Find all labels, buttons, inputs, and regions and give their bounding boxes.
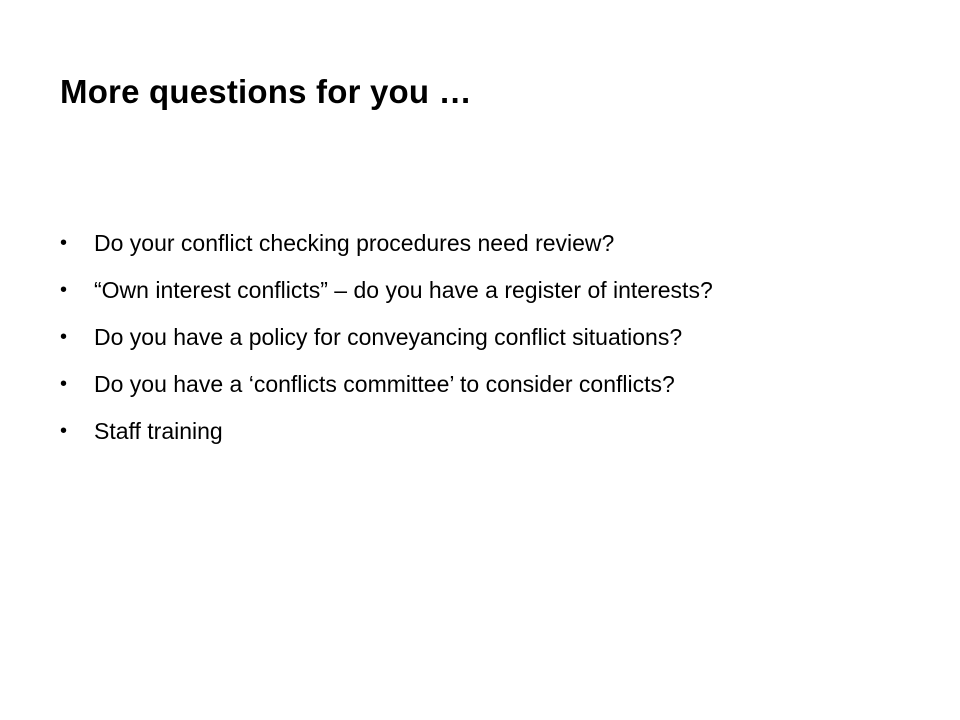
bullet-icon: • [60,420,68,442]
bullet-icon: • [60,373,68,395]
bullet-list [60,220,920,455]
bullet-icon: • [60,279,68,301]
bullet-text: “Own interest conflicts” – do you have a register of interests? [94,277,713,303]
bullet-item-own-interest [60,267,920,314]
bullet-item-conflict-checking [60,220,920,267]
bullet-icon: • [60,326,68,348]
bullet-text: Do you have a ‘conflicts committee’ to consider conflicts? [94,371,675,397]
bullet-text: Do you have a policy for conveyancing conflict situations? [94,324,683,350]
bullet-item-conveyancing-policy [60,314,920,361]
bullet-text: Do your conflict checking procedures need review? [94,230,615,256]
slide-title: More questions for you … [60,73,472,110]
bullet-item-staff-training [60,408,920,455]
bullet-icon: • [60,232,68,254]
bullet-text: Staff training [94,418,223,444]
bullet-item-conflicts-committee [60,361,920,408]
